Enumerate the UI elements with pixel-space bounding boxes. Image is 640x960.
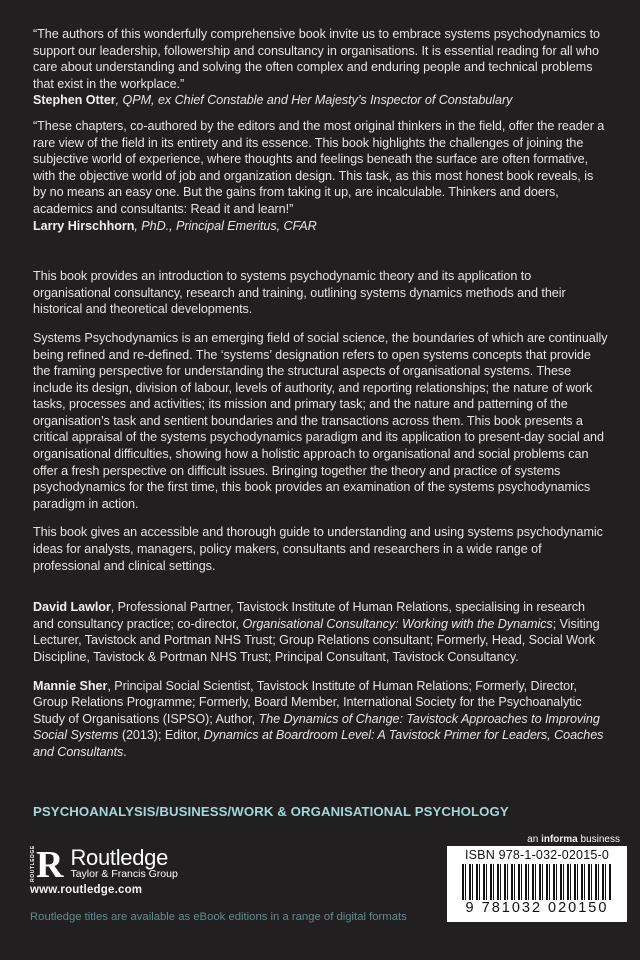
author-name: Mannie Sher bbox=[33, 678, 108, 693]
publisher-website-url: www.routledge.com bbox=[30, 884, 143, 896]
isbn-barcode-block bbox=[447, 846, 627, 922]
cover-text-column bbox=[33, 26, 609, 761]
ebook-availability-note: Routledge titles are available as eBook editions in a range of digital formats bbox=[30, 911, 407, 923]
book-title-italic: The Dynamics of Change: Tavistock Approaches to Improving Social Systems bbox=[33, 711, 600, 743]
spacer bbox=[33, 574, 609, 599]
routledge-vertical-wordmark: ROUTLEDGE bbox=[30, 845, 36, 882]
endorser-name-2: Larry Hirschhorn bbox=[33, 218, 135, 233]
endorsement-attribution-1 bbox=[33, 92, 609, 109]
endorser-name-1: Stephen Otter bbox=[33, 93, 116, 108]
author-bio-david-lawlor bbox=[33, 599, 609, 665]
blurb-paragraph-2: Systems Psychodynamics is an emerging field of social science, the boundaries of which are continually being refined and re-defined. The ‘systems’ designation refers to open systems concepts that provide the framing perspective for understanding the structural aspects of organisational systems. These include its design, division of labour, levels of authority, and reporting relationships; the nature of work tasks, processes and activities; its mission and primary task; and the nature and patterning of the organisation’s task and sentient boundaries and the transactions across them. This book presents a critical appraisal of the systems psychodynamics paradigm and its application to present-day social and organisational difficulties, showing how a holistic approach to organisational and social problems can offer a fresh perspective on difficult issues. Bringing together the theory and practice of systems psychodynamics for the first time, this book provides an examination of the systems psychodynamics paradigm in action. bbox=[33, 330, 608, 511]
subject-category-line: PSYCHOANALYSIS/BUSINESS/WORK & ORGANISATIONAL PSYCHOLOGY bbox=[33, 804, 509, 819]
routledge-r-mark-icon bbox=[30, 844, 64, 886]
routledge-logo bbox=[30, 844, 178, 886]
informa-text: business bbox=[577, 834, 620, 845]
routledge-r-letter: R bbox=[36, 844, 64, 886]
bio-text: , Professional Partner, Tavistock Institute of Human Relations, specialising in research and consultancy practice; co-director, bbox=[33, 600, 585, 631]
spacer bbox=[33, 512, 609, 524]
barcode-stripes-icon bbox=[462, 864, 612, 900]
endorsement-quote-1: “The authors of this wonderfully comprehensive book invite us to embrace systems psychodynamics to support our leadership, followership and consultancy in organisations. It is essential reading for all who care about understanding and solving the often complex and enduring people and technical problems that exist in the workplace.” bbox=[33, 27, 600, 91]
blurb-paragraph-1: This book provides an introduction to systems psychodynamic theory and its application to organisational consultancy, research and training, outlining systems dynamics methods and their historical and theoretical developments. bbox=[33, 269, 566, 317]
endorser-credentials-1: , QPM, ex Chief Constable and Her Majesty’s Inspector of Constabulary bbox=[115, 93, 513, 108]
informa-text-bold: informa bbox=[541, 834, 578, 845]
barcode-digits: 9 781032 020150 bbox=[465, 900, 609, 916]
bio-text: ; Visiting Lecturer, Tavistock and Portman NHS Trust; Group Relations consultant; Formerly, Head, Social Work Discipline, Tavistock & Portman NHS Trust; Principal Consultant, Tavistock Consultancy. bbox=[33, 616, 600, 664]
spacer bbox=[33, 318, 609, 330]
routledge-wordmark-block bbox=[70, 845, 178, 880]
spacer bbox=[33, 243, 609, 268]
author-name: David Lawlor bbox=[33, 600, 111, 615]
book-title-italic: Dynamics at Boardroom Level: A Tavistock Primer for Leaders, Coaches and Consultants bbox=[33, 728, 604, 759]
bio-text: , Principal Social Scientist, Tavistock Institute of Human Relations; Formerly, Director, Group Relations Programme; Formerly, Board Member, International Society for the Psychoanalytic Study of Organisations (ISPSO); Author, bbox=[33, 678, 582, 726]
bio-text: (2013); Editor, bbox=[118, 728, 204, 743]
endorser-credentials-2: , PhD., Principal Emeritus, CFAR bbox=[134, 218, 317, 233]
isbn-label: ISBN 978-1-032-02015-0 bbox=[464, 848, 610, 862]
informa-business-tagline bbox=[527, 834, 620, 845]
endorsement-attribution-2 bbox=[33, 218, 609, 235]
endorsement-quote-2: “These chapters, co-authored by the editors and the most original thinkers in the field, offer the reader a rare view of the field in its entirety and its essence. This book highlights the challenges of joining the subjective world of experience, where thoughts and feelings beneath the surface are often formative, with the objective world of job and organization design. This task, as this most honest book reveals, is by no means an easy one. But the gains from taking it up, are incalculable. Thinkers and doers, academics and consultants: Read it and learn!” bbox=[33, 118, 605, 216]
spacer bbox=[33, 666, 609, 678]
publisher-name: Routledge bbox=[70, 845, 169, 870]
author-bio-mannie-sher bbox=[33, 678, 609, 761]
book-title-italic: Organisational Consultancy: Working with the Dynamics bbox=[242, 616, 553, 631]
publisher-group-name: Taylor & Francis Group bbox=[70, 868, 178, 880]
blurb-paragraph-3: This book gives an accessible and thorough guide to understanding and using systems psychodynamic ideas for analysts, managers, policy makers, consultants and researchers in a wide range of professional and clinical settings. bbox=[33, 525, 603, 573]
bio-text: . bbox=[123, 744, 127, 759]
informa-text: an bbox=[527, 834, 542, 845]
